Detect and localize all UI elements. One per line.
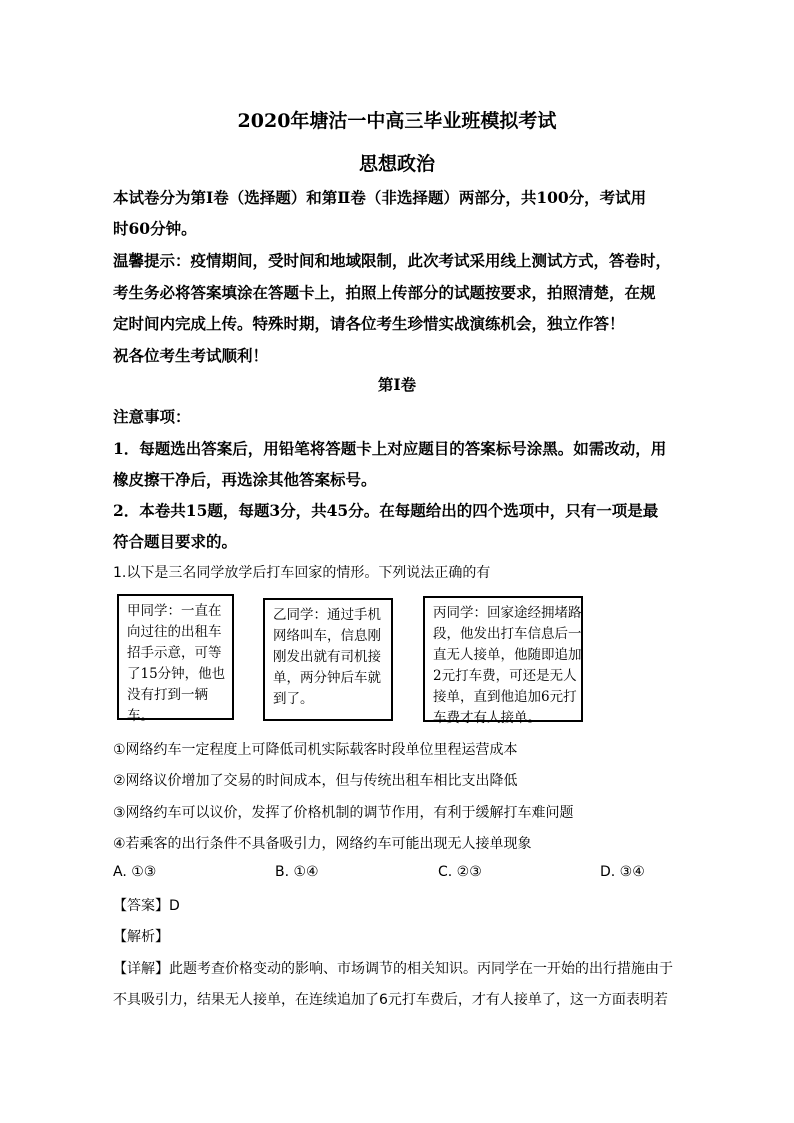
answer-label: 【答案】 [113,898,169,914]
statement: ③网络约车可以议价，发挥了价格机制的调节作用，有利于缓解打车难问题 [113,805,574,821]
section-title: 第Ⅰ卷 [377,375,417,394]
notes-title: 注意事项： [113,407,191,426]
detail-label: 【详解】 [113,961,169,977]
student-c-box: 丙同学：回家途经拥堵路 段，他发出打车信息后一 直无人接单，他随即追加 2元打车费，可还是无人 接单，直到他追加6元打 车费才有人接单。 [423,596,583,722]
tips-line: 祝各位考生考试顺利！ [113,346,269,365]
notes-line: 2．本卷共15题，每题3分，共45分。在每题给出的四个选项中，只有一项是最 [113,501,659,520]
analysis-line [113,958,683,978]
statement: ④若乘客的出行条件不具备吸引力，网络约车可能出现无人接单现象 [113,836,532,852]
answer-line [113,895,683,915]
option-b: B. ①④ [275,864,319,880]
student-b-box: 乙同学：通过手机 网络叫车，信息刚 刚发出就有司机接 单，两分钟后车就 到了。 [263,598,393,721]
intro-line: 本试卷分为第Ⅰ卷（选择题）和第Ⅱ卷（非选择题）两部分，共100分，考试用 [113,188,647,207]
analysis-line: 不具吸引力，结果无人接单，在连续追加了6元打车费后，才有人接单了，这一方面表明若 [113,992,668,1008]
statement: ①网络约车一定程度上可降低司机实际载客时段单位里程运营成本 [113,742,518,758]
subject-title: 思想政治 [358,153,435,175]
tips-line: 考生务必将答案填涂在答题卡上，拍照上传部分的试题按要求，拍照清楚，在规 [113,283,656,302]
option-d: D. ③④ [600,864,645,880]
notes-line: 1．每题选出答案后，用铅笔将答题卡上对应题目的答案标号涂黑。如需改动，用 [113,439,667,458]
tips-line: 温馨提示：疫情期间，受时间和地域限制，此次考试采用线上测试方式，答卷时， [113,251,672,270]
question-stem: 1.以下是三名同学放学后打车回家的情形。下列说法正确的有 [113,565,491,581]
student-a-box: 甲同学：一直在 向过往的出租车 招手示意，可等 了15分钟，他也 没有打到一辆 车。 [117,594,234,720]
notes-line: 符合题目要求的。 [113,532,238,551]
option-c: C. ②③ [438,864,482,880]
analysis-text: 此题考查价格变动的影响、市场调节的相关知识。丙同学在一开始的出行措施由于 [169,961,673,977]
statement: ②网络议价增加了交易的时间成本，但与传统出租车相比支出降低 [113,773,518,789]
option-a: A. ①③ [113,864,157,880]
analysis-label: 【解析】 [113,929,169,945]
intro-line: 时60分钟。 [113,219,197,238]
notes-line: 橡皮擦干净后，再选涂其他答案标号。 [113,470,377,489]
answer-value: D [169,898,180,914]
exam-title: 2020年塘沽一中高三毕业班模拟考试 [237,110,557,132]
tips-line: 定时间内完成上传。特殊时期，请各位考生珍惜实战演练机会，独立作答！ [113,314,625,333]
